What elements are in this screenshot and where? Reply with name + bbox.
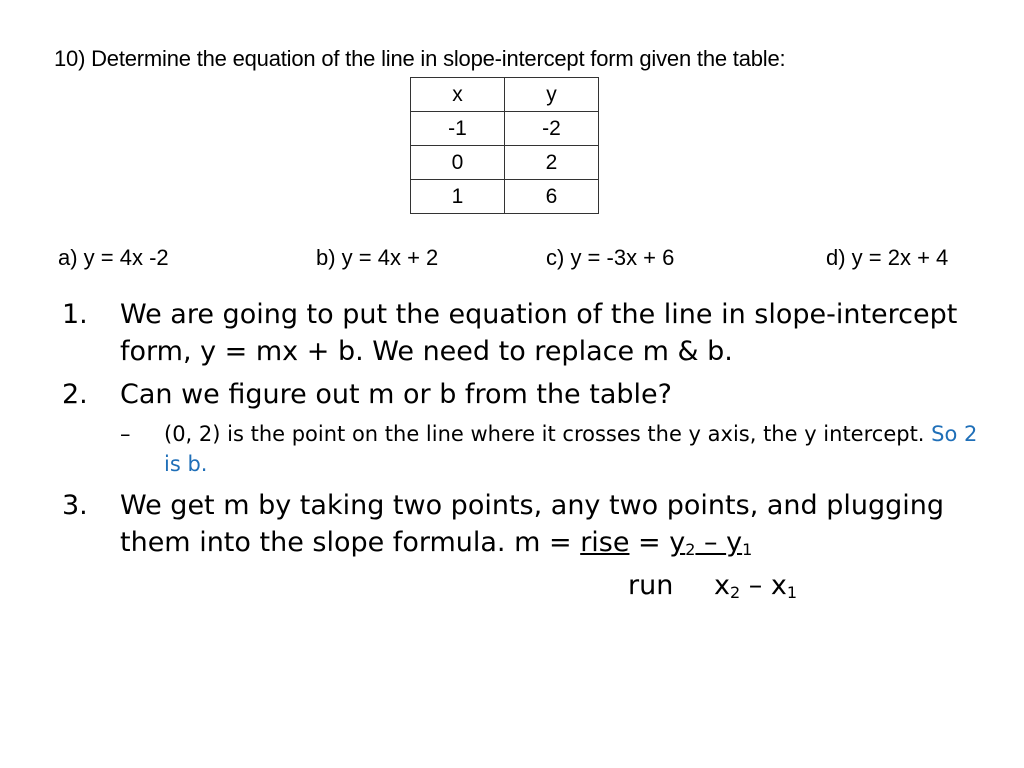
table-cell: 6 bbox=[505, 180, 599, 214]
minus-sign: – bbox=[695, 527, 727, 558]
step-text: Can we figure out m or b from the table? bbox=[120, 379, 672, 410]
step-3 bbox=[62, 487, 982, 561]
table-cell: -1 bbox=[411, 112, 505, 146]
step-text: We are going to put the equation of the line in slope-intercept form, y = mx + b. We need to replace m & b. bbox=[120, 299, 958, 367]
table-header-y: y bbox=[505, 78, 599, 112]
y-symbol: y bbox=[669, 527, 686, 558]
minus-sign: – bbox=[740, 570, 771, 601]
step-number: 1. bbox=[62, 299, 88, 330]
equals-sign: = bbox=[629, 527, 670, 558]
step-2 bbox=[62, 376, 982, 413]
step-number: 3. bbox=[62, 490, 88, 521]
xy-table bbox=[410, 77, 599, 214]
rise-label: rise bbox=[580, 527, 630, 558]
solution-steps bbox=[62, 296, 982, 604]
slope-numerator bbox=[669, 527, 742, 558]
x1-subscript: 1 bbox=[786, 583, 798, 602]
x-symbol: x bbox=[714, 570, 730, 601]
step-text: We get m by taking two points, any two points, and plugging them into the slope formula. m = bbox=[120, 490, 945, 558]
subpoint-text: (0, 2) is the point on the line where it crosses the y axis, the y intercept. bbox=[164, 422, 925, 446]
table-row bbox=[411, 112, 599, 146]
subpoint-highlight: So 2 is b. bbox=[164, 422, 978, 476]
question-text: 10) Determine the equation of the line in slope-intercept form given the table: bbox=[54, 46, 786, 71]
y1-subscript: 1 bbox=[742, 540, 753, 559]
table-cell: 0 bbox=[411, 146, 505, 180]
y2-subscript: 2 bbox=[685, 540, 696, 559]
step-number: 2. bbox=[62, 379, 88, 410]
table-cell: -2 bbox=[505, 112, 599, 146]
step-1 bbox=[62, 296, 982, 370]
x2-subscript: 2 bbox=[729, 583, 741, 602]
table-row bbox=[411, 180, 599, 214]
slope-denominator-line bbox=[62, 567, 982, 604]
step-2-subpoint bbox=[62, 419, 982, 479]
choice-b: b) y = 4x + 2 bbox=[316, 245, 439, 270]
choice-c: c) y = -3x + 6 bbox=[546, 245, 675, 270]
table-header-row bbox=[411, 78, 599, 112]
table-header-x: x bbox=[411, 78, 505, 112]
y-symbol: y bbox=[726, 527, 743, 558]
run-label: run bbox=[628, 570, 674, 601]
slope-denominator bbox=[714, 567, 797, 604]
table-cell: 1 bbox=[411, 180, 505, 214]
choice-a: a) y = 4x -2 bbox=[58, 245, 169, 270]
table-cell: 2 bbox=[505, 146, 599, 180]
table-row bbox=[411, 146, 599, 180]
x-symbol: x bbox=[770, 570, 787, 601]
dash-bullet: – bbox=[120, 422, 131, 446]
choice-d: d) y = 2x + 4 bbox=[826, 245, 949, 270]
